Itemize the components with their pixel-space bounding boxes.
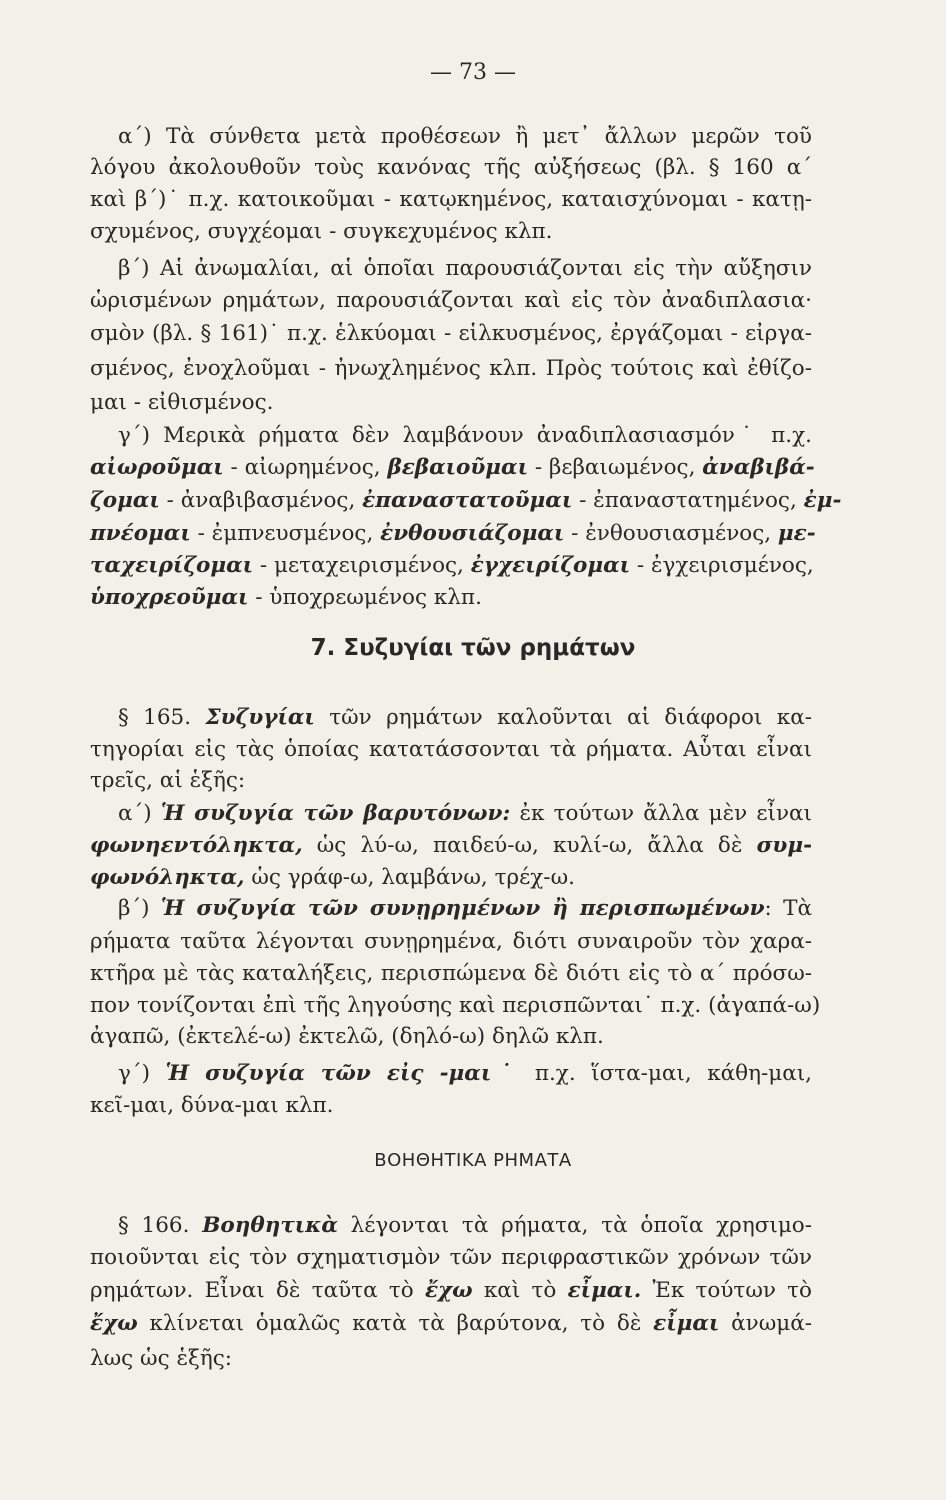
bold-term: ἀναβιβά- [702, 455, 815, 480]
text-run: γ΄) [118, 1061, 166, 1086]
text-line: α΄) Τὰ σύνθετα μετὰ προθέσεων ἢ μετ᾽ ἄλλων μερῶν τοῦ [118, 124, 812, 149]
text-line: ὡρισμένων ρημάτων, παρουσιάζονται καὶ εἰς τὸν ἀναδιπλασια· [90, 288, 812, 313]
text-run: β΄) [118, 896, 161, 921]
text-line: τρεῖς, αἱ ἑξῆς: [90, 768, 246, 793]
bold-term: Ἡ συζυγία τῶν εἰς -μαι˙ [165, 1061, 520, 1086]
text-run: κλίνεται ὁμαλῶς κατὰ τὰ βαρύτονα, τὸ δὲ [137, 1311, 654, 1336]
bold-term: ζομαι [90, 488, 160, 513]
text-line: μαι - εἰθισμένος. [90, 390, 274, 415]
bold-term: ἐμ- [803, 488, 842, 513]
text-line [118, 1210, 812, 1242]
subheading: ΒΟΗΘΗΤΙΚΑ ΡΗΜΑΤΑ [374, 1150, 572, 1171]
text-line [90, 1308, 812, 1340]
text-line: γ΄) Μερικὰ ρήματα δὲν λαμβάνουν ἀναδιπλασιασμόν˙ π.χ. [118, 423, 812, 448]
text-line [90, 485, 842, 517]
text-line: ἀγαπῶ, (ἐκτελέ-ω) ἐκτελῶ, (δηλό-ω) δηλῶ κλπ. [90, 1024, 604, 1049]
text-run: ἀνωμά- [719, 1311, 812, 1336]
bold-term: Συζυγίαι [205, 705, 315, 730]
text-line: σμένος, ἐνοχλοῦμαι - ἠνωχλημένος κλπ. Πρὸς τούτοις καὶ ἐθίζο- [90, 356, 812, 381]
text-line [90, 830, 812, 862]
section-number: § 165. [118, 705, 206, 730]
bold-term: Βοηθητικὰ [202, 1213, 338, 1238]
text-run: - ἐνθουσιασμένος, [564, 521, 778, 546]
bold-term: συμ- [756, 833, 812, 858]
text-run: ρημάτων. Εἶναι δὲ ταῦτα τὸ [90, 1278, 425, 1303]
text-run: ὡς λύ-ω, παιδεύ-ω, κυλί-ω, ἄλλα δὲ [302, 833, 757, 858]
text-line: ποιοῦνται εἰς τὸν σχηματισμὸν τῶν περιφραστικῶν χρόνων τῶν [90, 1245, 812, 1270]
bold-term: με- [777, 521, 816, 546]
bold-term: Ἡ συζυγία τῶν συνῃρημένων ἢ περισπωμένων [160, 896, 765, 921]
text-line [118, 1058, 812, 1090]
bold-term: φωνηεντόληκτα, [90, 833, 303, 858]
text-run: καὶ τὸ [472, 1278, 568, 1303]
text-line [90, 550, 812, 582]
text-run: - βεβαιωμένος, [527, 455, 703, 480]
text-line: καὶ β΄)˙ π.χ. κατοικοῦμαι - κατῳκημένος, καταισχύνομαι - κατῃ- [90, 187, 812, 212]
text-run: α΄) [118, 801, 161, 826]
text-line: λως ὡς ἑξῆς: [90, 1346, 232, 1371]
text-line [118, 702, 812, 734]
text-line [118, 798, 812, 830]
bold-term: εἶμαι [653, 1311, 720, 1336]
section-number: § 166. [118, 1213, 203, 1238]
text-run: ἐκ τούτων ἄλλα μὲν εἶναι [510, 801, 812, 826]
text-run: Ἐκ τούτων τὸ [641, 1278, 813, 1303]
text-line [90, 862, 812, 894]
text-run: τῶν ρημάτων καλοῦνται αἱ διάφοροι κα- [314, 705, 812, 730]
text-line: κτῆρα μὲ τὰς καταλήξεις, περισπώμενα δὲ διότι εἰς τὸ α΄ πρόσω- [90, 961, 812, 986]
text-run: - αἰωρημένος, [223, 455, 388, 480]
bold-term: ἐπαναστατοῦμαι [362, 488, 573, 513]
bold-term: ἐνθουσιάζομαι [380, 521, 565, 546]
bold-term: ὑποχρεοῦμαι [90, 585, 249, 610]
bold-term: πνέομαι [90, 521, 191, 546]
text-line [90, 452, 815, 484]
text-line: σμὸν (βλ. § 161)˙ π.χ. ἑλκύομαι - εἱλκυσμένος, ἐργάζομαι - εἰργα- [90, 321, 812, 346]
text-run: π.χ. ἵστα-μαι, κάθη-μαι, [519, 1061, 813, 1086]
text-run: : Τὰ [764, 896, 812, 921]
text-run: - ἀναβιβασμένος, [159, 488, 363, 513]
text-line [90, 582, 812, 614]
bold-term: εἶμαι. [567, 1278, 642, 1303]
text-line: σχυμένος, συγχέομαι - συγκεχυμένος κλπ. [90, 219, 553, 244]
text-run: - ἐμπνευσμένος, [190, 521, 381, 546]
text-line: ρήματα ταῦτα λέγονται συνῃρημένα, διότι συναιροῦν τὸν χαρα- [90, 929, 812, 954]
bold-term: ταχειρίζομαι [90, 553, 254, 578]
text-run: ὡς γράφ-ω, λαμβάνω, τρέχ-ω. [244, 865, 575, 890]
text-line: β΄) Αἱ ἀνωμαλίαι, αἱ ὁποῖαι παρουσιάζονται εἰς τὴν αὔξησιν [118, 256, 812, 281]
bold-term: ἔχω [424, 1278, 473, 1303]
bold-term: ἔχω [90, 1311, 138, 1336]
bold-term: αἰωροῦμαι [90, 455, 224, 480]
text-run: λέγονται τὰ ρήματα, τὰ ὁποῖα χρησιμο- [337, 1213, 812, 1238]
text-run: - ὑποχρεωμένος κλπ. [248, 585, 482, 610]
bold-term: ἐγχειρίζομαι [470, 553, 631, 578]
text-line [90, 518, 816, 550]
bold-term: Ἡ συζυγία τῶν βαρυτόνων: [160, 801, 511, 826]
text-run: - ἐγχειρισμένος, [630, 553, 814, 578]
text-line: τηγορίαι εἰς τὰς ὁποίας κατατάσσονται τὰ ρήματα. Αὗται εἶναι [90, 737, 812, 762]
text-line: κεῖ-μαι, δύνα-μαι κλπ. [90, 1093, 334, 1118]
text-line [90, 1275, 812, 1307]
text-line: πον τονίζονται ἐπὶ τῆς ληγούσης καὶ περισπῶνται˙ π.χ. (ἀγαπά-ω) [90, 993, 821, 1018]
text-line: λόγου ἀκολουθοῦν τοὺς κανόνας τῆς αὐξήσεως (βλ. § 160 α΄ [90, 155, 812, 180]
text-run: - μεταχειρισμένος, [253, 553, 471, 578]
page-number: — 73 — [430, 60, 516, 85]
text-run: - ἐπαναστατημένος, [572, 488, 804, 513]
text-line [118, 893, 812, 925]
bold-term: βεβαιοῦμαι [387, 455, 528, 480]
bold-term: φωνόληκτα, [90, 865, 245, 890]
section-heading: 7. Συζυγίαι τῶν ρημάτων [310, 635, 636, 661]
